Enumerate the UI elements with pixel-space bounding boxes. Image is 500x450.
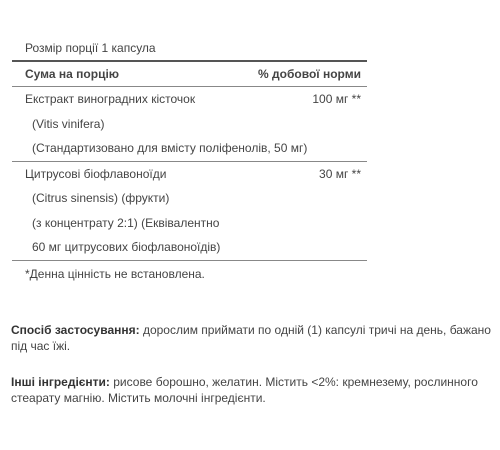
usage-label: Спосіб застосування:	[11, 323, 140, 337]
table-row	[12, 136, 367, 161]
ingredients-label: Інші інгредієнти:	[11, 375, 110, 389]
serving-size: Розмір порції 1 капсула	[25, 41, 156, 55]
table-row	[12, 235, 367, 260]
ingredient-detail: 60 мг цитрусових біофлавоноїдів)	[32, 240, 221, 254]
table-row	[12, 186, 367, 211]
ingredients-paragraph	[11, 374, 491, 406]
table-row	[12, 112, 367, 137]
supplement-facts-table	[12, 36, 367, 287]
ingredient-detail: (Стандартизовано для вмісту поліфенолів, 50 мг)	[32, 141, 308, 155]
ingredient-amount: 30 мг **	[319, 166, 361, 181]
table-row	[12, 87, 367, 112]
table-row	[12, 211, 367, 236]
footnote: *Денна цінність не встановлена.	[25, 266, 205, 281]
header-daily-value: % добової норми	[258, 67, 361, 81]
ingredient-name: Екстракт виноградних кісточок	[25, 92, 196, 106]
table-row	[12, 162, 367, 187]
ingredient-detail: (Vitis vinifera)	[32, 116, 105, 131]
ingredient-detail: (Citrus sinensis) (фрукти)	[32, 191, 170, 205]
ingredient-detail: (з концентрату 2:1) (Еквівалентно	[32, 215, 220, 230]
ingredients-text: рисове борошно, желатин. Містить <2%: кремнезему, рослинного стеарату магнію. Містить молочні інгредієнти.	[11, 375, 478, 405]
usage-text: дорослим приймати по одній (1) капсулі тричі на день, бажано під час їжі.	[11, 323, 491, 353]
header-amount-per-serving: Сума на порцію	[25, 67, 120, 81]
table-header	[12, 62, 367, 86]
ingredient-group-citrus	[12, 162, 367, 260]
ingredient-group-grape-seed	[12, 87, 367, 161]
usage-paragraph	[11, 322, 491, 354]
ingredient-amount: 100 мг **	[312, 92, 361, 106]
ingredient-name: Цитрусові біофлавоноїди	[25, 166, 167, 181]
